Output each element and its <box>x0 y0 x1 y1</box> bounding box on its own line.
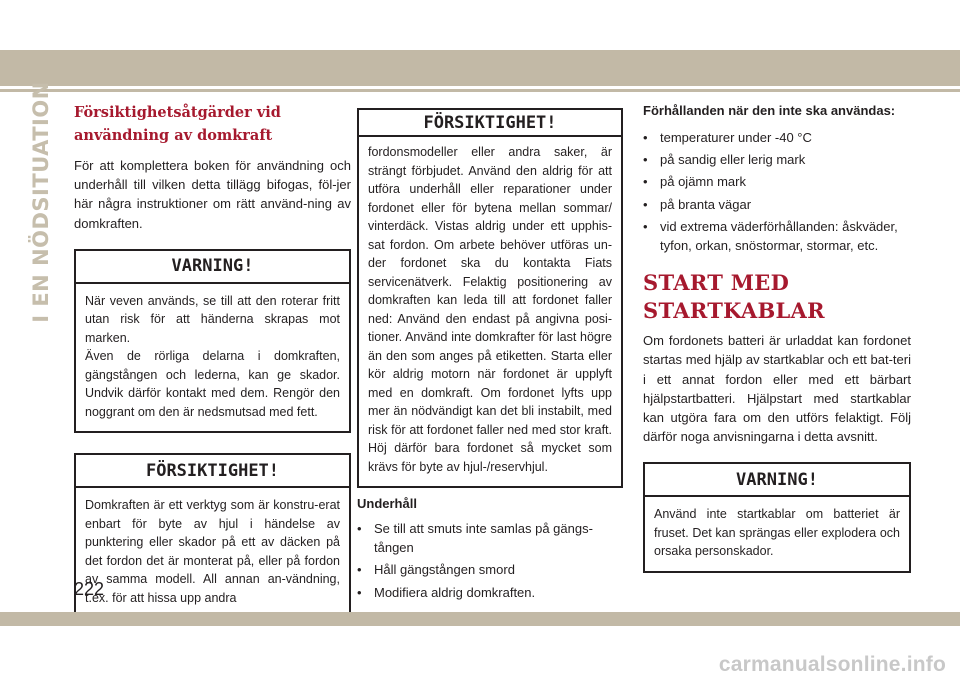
jack-precautions-intro: För att komplettera boken för användning och underhåll till vilken detta tillägg bifogas, föl-jer här några instruktioner om rätt använd-ning av domkraften. <box>74 158 351 231</box>
list-item: • Håll gängstången smord <box>357 560 623 579</box>
jump-start-warning-heading: VARNING! <box>645 464 909 497</box>
conditions-label: Förhållanden när den inte ska användas: <box>643 103 896 118</box>
warning-box-heading: VARNING! <box>76 251 349 284</box>
watermark: carmanualsonline.info <box>718 653 946 676</box>
jack-precautions-title: Försiktighetsåtgärder vid användning av domkraft <box>74 104 281 144</box>
jump-start-intro: Om fordonets batteri är urladdat kan fordonet startas med hjälp av startkablar och ett bat-teri i ett annat fordon eller med ett bärbart hjälpstartbatteri. Hjälpstart med startkablar kan utgöra fara om den utförs felaktigt. Följ därför noga anvisningarna i detta avsnitt. <box>643 333 911 445</box>
jump-start-heading: START MED STARTKABLAR <box>643 270 825 324</box>
header-band <box>0 50 960 86</box>
column-left <box>74 96 351 619</box>
caution-box-body: Domkraften är ett verktyg som är konstru-erat enbart för byte av hjul i händelse av punktering eller skador på ett av däcken på det fordon det är monterat på, eller på fordon av samma modell. All annan an-vändning, t.ex. för att hissa upp andra <box>85 498 340 605</box>
caution-box-continued-body: fordonsmodeller eller andra saker, är strängt förbjudet. Använd den aldrig för att utföra underhåll eller reparationer under fordonet eller för bytena mellan sommar/ vinterdäck. Vistas aldrig under ett upphis-sat fordon. Om arbete behöver utföras un-der fordonet ska du kontakta Fiats servicenätverk. Felaktig positionering av domkraften kan leda till att fordonet faller ned: Använd den endast på angivna posi-tioner. Använd inte domkrafter för last högre än den som anges på etiketten. Starta eller kör aldrig motorn när fordonet är upplyft med en domkraft. Om fordonet lyfts upp mer än nödvändigt kan det bli instabilt, med risk för att fordonet faller ned med stor kraft. Höj därför bara fordonet så mycket som krävs för byte av hjul-/reservhjul. <box>368 145 612 474</box>
list-item: • på sandig eller lerig mark <box>643 150 911 169</box>
footer-band <box>0 612 960 626</box>
warning-paragraph: När veven används, se till att den roterar fritt utan risk för att händerna skrapas mot marken. <box>85 293 340 345</box>
section-side-title <box>21 81 61 323</box>
caution-box-continued-heading: FÖRSIKTIGHET! <box>359 110 621 137</box>
column-right <box>643 101 911 573</box>
page-number: 222 <box>74 579 105 599</box>
warning-box-body <box>76 284 349 432</box>
warning-box <box>74 249 351 434</box>
list-item: • Se till att smuts inte samlas på gängs-tången <box>357 519 623 557</box>
jump-start-warning-body: Använd inte startkablar om batteriet är fruset. Det kan sprängas eller explodera och orsaka personskador. <box>654 507 900 559</box>
list-item: • vid extrema väderförhållanden: åskväder, tyfon, orkan, snöstormar, stormar, etc. <box>643 217 911 255</box>
list-item: • på ojämn mark <box>643 172 911 191</box>
warning-paragraph: Även de rörliga delarna i domkraften, gängstången och lederna, kan ge skador. Undvik därför kontakt med dem. Rengör den noggrant om den är nedsmutsad med fett. <box>85 349 340 419</box>
conditions-list <box>643 128 911 255</box>
maintenance-label: Underhåll <box>357 496 417 511</box>
caution-box-heading: FÖRSIKTIGHET! <box>76 455 349 488</box>
list-item: • temperaturer under -40 °C <box>643 128 911 147</box>
list-item: • på branta vägar <box>643 195 911 214</box>
jump-start-warning-box <box>643 462 911 573</box>
caution-box <box>74 453 351 619</box>
caution-box-continued <box>357 108 623 488</box>
header-rule <box>0 89 960 92</box>
maintenance-list <box>357 519 623 602</box>
column-middle <box>357 100 623 605</box>
list-item: • Modifiera aldrig domkraften. <box>357 583 623 602</box>
section-side-title-text: I EN NÖDSITUATION <box>29 81 53 323</box>
